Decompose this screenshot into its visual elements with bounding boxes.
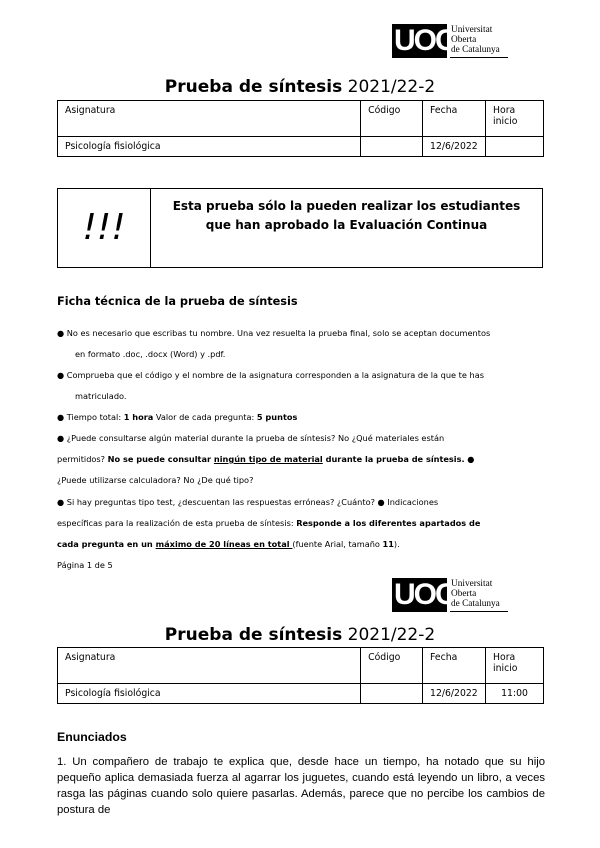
subject-table-2 (57, 647, 544, 704)
header-hora: Hora inicio (486, 101, 544, 137)
bullet-3: ● Tiempo total: 1 hora Valor de cada pregunta: 5 puntos (57, 412, 298, 422)
uoc-logo-mark-2: UOC (394, 578, 455, 611)
cell-fecha: 12/6/2022 (423, 684, 486, 704)
uoc-logo-text: Universitat Oberta de Catalunya (451, 25, 500, 56)
warning-message: Esta prueba sólo la pueden realizar los estudiantes que han aprobado la Evaluación Continua (172, 199, 521, 232)
cell-asignatura: Psicología fisiológica (58, 137, 361, 157)
header-fecha: Fecha (423, 101, 486, 137)
header-asignatura: Asignatura (58, 101, 361, 137)
bullet-4: ● ¿Puede consultarse algún material durante la prueba de síntesis? No ¿Qué materiales están (57, 433, 445, 443)
header-asignatura: Asignatura (58, 648, 361, 684)
page-title-2: Prueba de síntesis 2021/22-2 (164, 625, 436, 645)
bullet-1-cont: en formato .doc, .docx (Word) y .pdf. (75, 349, 226, 359)
cell-fecha: 12/6/2022 (423, 137, 486, 157)
cell-hora (486, 137, 544, 157)
bullet-6: ● Si hay preguntas tipo test, ¿descuentan las respuestas erróneas? ¿Cuánto? ● Indicaciones (57, 497, 439, 507)
uoc-logo-2 (392, 578, 507, 612)
ficha-heading: Ficha técnica de la prueba de síntesis (57, 295, 298, 308)
bullet-6-cont: específicas para la realización de esta prueba de síntesis: Responde a los diferentes apartados de (57, 518, 481, 528)
page-title: Prueba de síntesis 2021/22-2 (164, 77, 436, 97)
bullet-5: ¿Puede utilizarse calculadora? No ¿De qué tipo? (57, 475, 254, 485)
uoc-logo-mark: UOC (394, 24, 455, 57)
page-footer: Página 1 de 5 (57, 560, 113, 570)
bullet-6-cont2: cada pregunta en un máximo de 20 líneas en total (fuente Arial, tamaño 11). (57, 539, 400, 549)
question-1: 1. Un compañero de trabajo te explica que, desde hace un tiempo, ha notado que su hijo pequeño aplica demasiada fuerza al agarrar los juguetes, cuando está leyendo un libro, a veces rasga las páginas cuando solo quiere pasarlas. Además, parece que no percibe los cambios de postura de (57, 756, 545, 816)
uoc-logo (392, 24, 507, 58)
header-codigo: Código (361, 101, 423, 137)
cell-hora: 11:00 (486, 684, 544, 704)
warning-box (57, 188, 543, 268)
enunciados-heading: Enunciados (57, 730, 127, 744)
header-codigo: Código (361, 648, 423, 684)
cell-codigo (361, 684, 423, 704)
uoc-logo-text-2: Universitat Oberta de Catalunya (451, 579, 500, 610)
bullet-2-cont: matriculado. (75, 391, 127, 401)
header-hora: Hora inicio (486, 648, 544, 684)
cell-codigo (361, 137, 423, 157)
exclamation-icon: !!! (58, 189, 151, 267)
bullet-1: ● No es necesario que escribas tu nombre. Una vez resuelta la prueba final, solo se aceptan documentos (57, 328, 491, 338)
bullet-4-cont: permitidos? No se puede consultar ningún tipo de material durante la prueba de síntesis. ● (57, 454, 475, 464)
subject-table (57, 100, 544, 157)
bullet-2: ● Comprueba que el código y el nombre de la asignatura corresponden a la asignatura de la que te has (57, 370, 485, 380)
cell-asignatura: Psicología fisiológica (58, 684, 361, 704)
header-fecha: Fecha (423, 648, 486, 684)
